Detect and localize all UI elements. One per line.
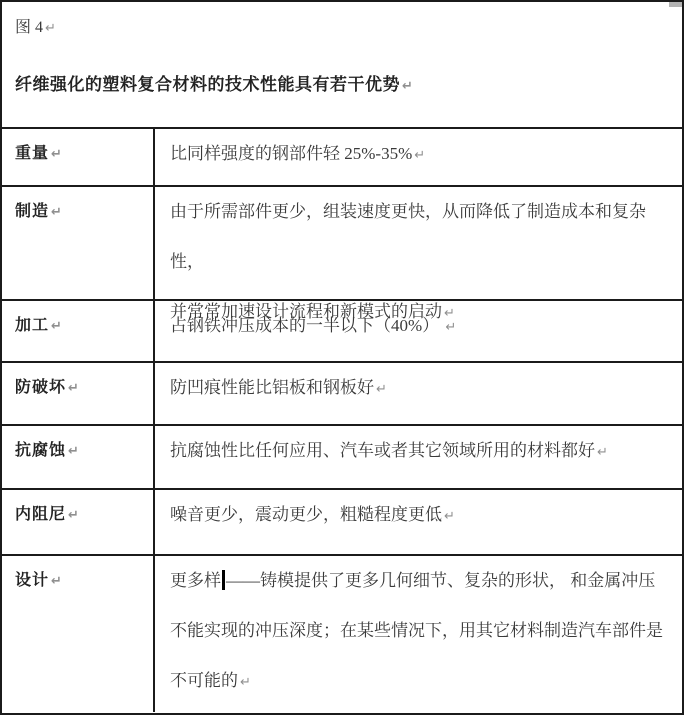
content-text: 抗腐蚀性比任何应用、汽车或者其它领域所用的材料都好	[170, 441, 595, 460]
table-row-weight	[2, 127, 682, 185]
content-text: 比同样强度的钢部件轻 25%-35%	[170, 144, 413, 163]
document-header[interactable]	[2, 2, 682, 127]
document-title-text: 纤维强化的塑料复合材料的技术性能具有若干优势	[15, 75, 400, 94]
table-row-corrosion-resistance	[2, 424, 682, 488]
content-line	[170, 187, 674, 287]
paragraph-mark: ↵	[444, 509, 455, 524]
paragraph-mark: ↵	[376, 382, 387, 397]
content-line	[170, 129, 674, 181]
paragraph-mark: ↵	[45, 21, 56, 36]
figure-caption-text: 图 4	[15, 19, 44, 36]
content-text: 并常常加速设计流程和新模式的启动	[170, 302, 442, 321]
paragraph-mark: ↵	[68, 444, 80, 459]
paragraph-mark: ↵	[240, 675, 251, 690]
text-cursor	[222, 570, 225, 590]
content-line	[170, 606, 674, 656]
table-row-internal-damping	[2, 488, 682, 554]
row-label: 内阻尼	[15, 506, 67, 523]
table-row-design	[2, 554, 682, 712]
advantages-table	[2, 127, 682, 712]
row-content-cell[interactable]	[155, 490, 682, 554]
content-text: 不可能的	[170, 671, 238, 690]
row-label-cell[interactable]	[2, 556, 155, 712]
content-line	[170, 301, 674, 353]
content-text: ——铸模提供了更多几何细节、复杂的形状， 和金属冲压	[226, 571, 656, 590]
row-content-cell[interactable]	[155, 426, 682, 488]
document-title	[15, 73, 668, 99]
paragraph-mark: ↵	[402, 79, 414, 94]
row-label-cell[interactable]	[2, 363, 155, 424]
table-row-manufacturing	[2, 185, 682, 321]
content-text: 噪音更少，震动更少，粗糙程度更低	[170, 505, 442, 524]
row-label-cell[interactable]	[2, 301, 155, 361]
content-line	[170, 363, 674, 415]
table-row-processing	[2, 299, 682, 361]
content-text: 由于所需部件更少，组装速度更快，从而降低了制造成本和复杂性，	[170, 202, 646, 271]
content-line	[170, 656, 674, 708]
paragraph-mark: ↵	[445, 320, 457, 335]
paragraph-mark: ↵	[51, 147, 63, 162]
content-line	[170, 490, 674, 542]
row-label: 加工	[15, 317, 50, 334]
content-text: 防凹痕性能比铝板和钢板好	[170, 378, 374, 397]
row-label: 抗腐蚀	[15, 442, 67, 459]
row-label: 重量	[15, 145, 50, 162]
paragraph-mark: ↵	[414, 148, 426, 163]
figure-caption	[15, 16, 668, 41]
paragraph-mark: ↵	[51, 319, 63, 334]
paragraph-mark: ↵	[68, 381, 80, 396]
row-label-cell[interactable]	[2, 490, 155, 554]
row-label: 防破坏	[15, 379, 67, 396]
scrollbar-corner-artifact	[669, 2, 682, 7]
paragraph-mark: ↵	[68, 508, 80, 523]
row-content-cell[interactable]	[155, 301, 682, 361]
content-text: 不能实现的冲压深度；在某些情况下，用其它材料制造汽车部件是	[170, 621, 663, 640]
row-label-cell[interactable]	[2, 129, 155, 185]
row-content-cell[interactable]	[155, 556, 682, 712]
row-label: 制造	[15, 203, 50, 220]
paragraph-mark: ↵	[51, 574, 63, 589]
row-label-cell[interactable]	[2, 426, 155, 488]
table-row-damage-resistance	[2, 361, 682, 424]
row-content-cell[interactable]	[155, 363, 682, 424]
content-line	[170, 426, 674, 478]
content-text: 占钢铁冲压成本的一半以下（40%）	[170, 316, 440, 335]
row-label: 设计	[15, 572, 50, 589]
content-line	[170, 556, 674, 606]
paragraph-mark: ↵	[51, 205, 63, 220]
paragraph-mark: ↵	[444, 306, 455, 321]
row-content-cell[interactable]	[155, 129, 682, 185]
content-text: 更多样	[170, 571, 221, 590]
paragraph-mark: ↵	[597, 445, 608, 460]
